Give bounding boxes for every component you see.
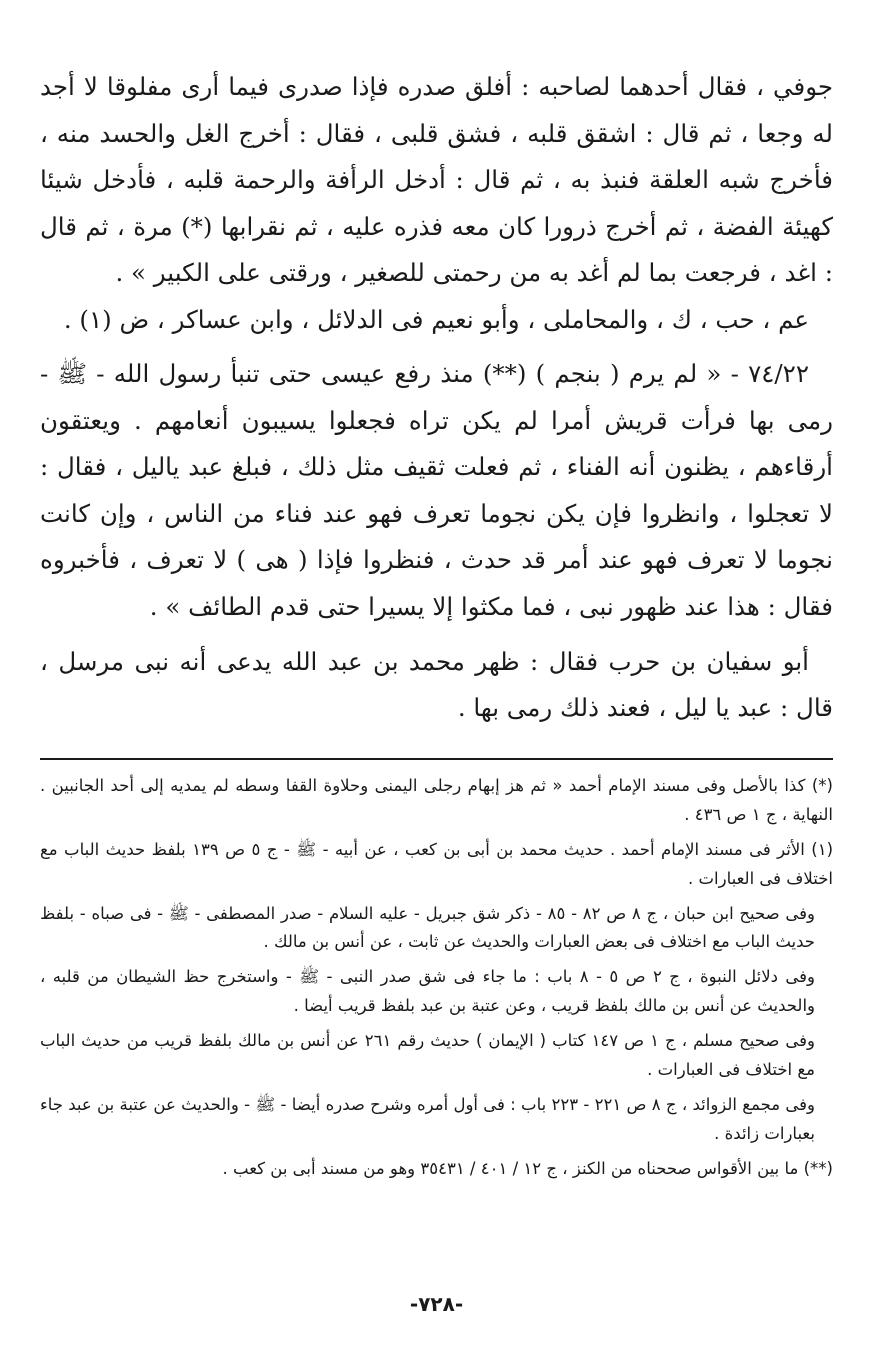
footnotes-block	[40, 772, 833, 1189]
source-references: عم ، حب ، ك ، والمحاملى ، وأبو نعيم فى الدلائل ، وابن عساكر ، ض (١) .	[63, 304, 809, 334]
footnote-star: (*) كذا بالأصل وفى مسند الإمام أحمد « ثم هز إبهام رجلى اليمنى وحلاوة القفا وسطه لم يمديه إلى أحد الجانبين . النهاية ، ج ١ ص ٤٣٦ .	[40, 776, 833, 824]
main-text-block	[40, 64, 833, 732]
footnote-1: (١) الأثر فى مسند الإمام أحمد . حديث محمد بن أبى بن كعب ، عن أبيه - ﷺ - ج ٥ ص ١٣٩ بلفظ حديث الباب مع اختلاف فى العبارات .	[40, 839, 833, 888]
footnote-1-majma: وفى مجمع الزوائد ، ج ٨ ص ٢٢١ - ٢٢٣ باب : فى أول أمره وشرح صدره أيضا - ﷺ - والحديث عن عتبة بن عبد جاء بعبارات زائدة .	[40, 1094, 815, 1143]
page-number: -٧٢٨-	[409, 1292, 464, 1316]
hadith-paragraph-2: ٧٤/٢٢ - « لم يرم ( بنجم ) (**) منذ رفع عيسى حتى تنبأ رسول الله - ﷺ - رمى بها فرأت قريش أمرا لم يكن تراه فجعلوا يسيبون أنعامهم . ويعتقون أرقاءهم ، يظنون أنه الفناء ، ثم فعلت ثقيف مثل ذلك ، فبلغ عبد ياليل ، فقال : لا تعجلوا ، وانظروا فإن يكن نجوما تعرف فهو عند فناء من الناس ، وإن كانت نجوما لا تعرف فهو عند أمر قد حدث ، فنظروا فإذا ( هى ) لا تعرف ، فأخبروه فقال : هذا عند ظهور نبى ، فما مكثوا إلا يسيرا حتى قدم الطائف » .	[40, 359, 833, 622]
hadith-paragraph-3: أبو سفيان بن حرب فقال : ظهر محمد بن عبد الله يدعى أنه نبى مرسل ، قال : عبد يا ليل ، فعند ذلك رمى بها .	[40, 646, 833, 723]
hadith-paragraph-1: جوفي ، فقال أحدهما لصاحبه : أفلق صدره فإذا صدرى فيما أرى مفلوقا لا أجد له وجعا ، ثم قال : اشقق قلبه ، فشق قلبى ، فقال : أخرج الغل والحسد منه ، فأخرج شبه العلقة فنبذ به ، ثم قال : أدخل الرأفة والرحمة قلبه ، فأدخل شيئا كهيئة الفضة ، ثم أخرج ذرورا كان معه فذره عليه ، ثم نقرابها (*) مرة ، ثم قال : اغد ، فرجعت بما لم أغد به من رحمتى للصغير ، ورقتى على الكبير » .	[40, 72, 833, 288]
footnote-divider	[40, 758, 833, 760]
footnote-1-muslim: وفى صحيح مسلم ، ج ١ ص ١٤٧ كتاب ( الإيمان ) حديث رقم ٢٦١ عن أنس بن مالك بلفظ قريب من حديث الباب مع اختلاف فى العبارات .	[40, 1031, 816, 1079]
footnote-double-star: (**) ما بين الأقواس صححناه من الكنز ، ج ١٢ / ٤٠١ / ٣٥٤٣١ وهو من مسند أبى بن كعب .	[222, 1158, 833, 1178]
footnote-1-dalail: وفى دلائل النبوة ، ج ٢ ص ٥ - ٨ باب : ما جاء فى شق صدر النبى - ﷺ - واستخرج حظ الشيطان من قلبه ، والحديث عن أنس بن مالك بلفظ قريب ، وعن عتبة بن عبد بلفظ قريب أيضا .	[40, 967, 815, 1016]
footnote-1-ibn-hibban: وفى صحيح ابن حبان ، ج ٨ ص ٨٢ - ٨٥ - ذكر شق جبريل - عليه السلام - صدر المصطفى - ﷺ - فى صباه - بلفظ حديث الباب مع اختلاف فى بعض العبارات والحديث عن ثابت ، عن أنس بن مالك .	[40, 903, 815, 952]
